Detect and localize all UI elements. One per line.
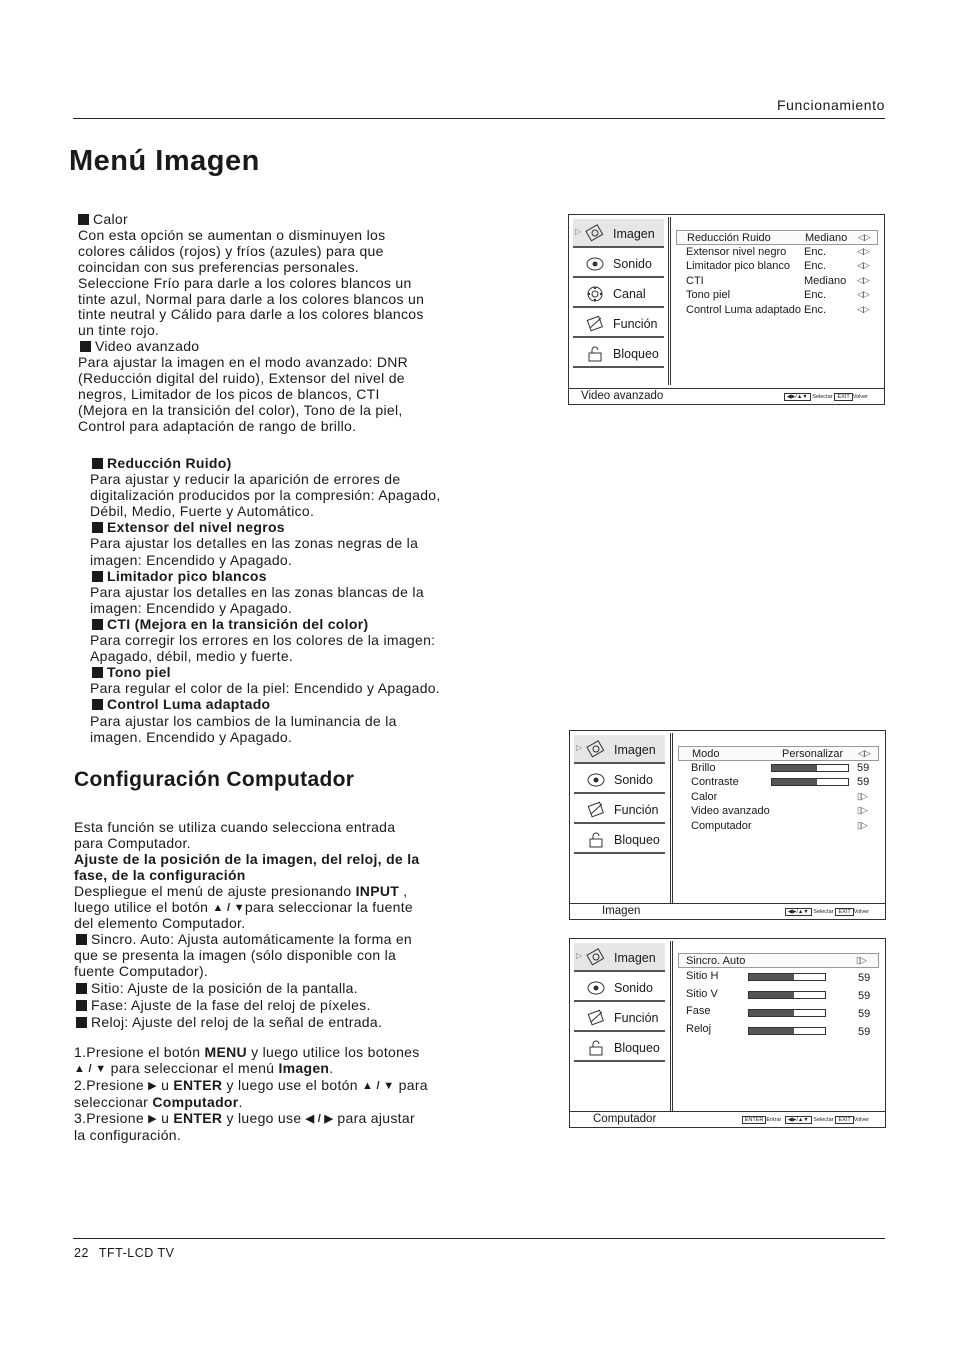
osd-row-fase[interactable]: Fase 59	[686, 1004, 871, 1020]
osd-nav-bloqueo[interactable]: Bloqueo	[574, 825, 665, 854]
sync-line: fuente Computador).	[74, 963, 209, 980]
left-right-arrows-icon: ◁▷	[857, 289, 869, 300]
function-icon	[586, 800, 606, 819]
step-line: ▲ / ▼ para seleccionar el menú Imagen.	[74, 1059, 334, 1076]
osd-sidebar	[573, 219, 664, 369]
computer-intro-line: Esta función se utiliza cuando selecciona entrada	[74, 819, 396, 835]
osd-video-avanzado	[568, 214, 885, 405]
calor-heading: Calor	[78, 212, 424, 228]
deploy-line: luego utilice el botón ▲ / ▼para seleccionar la fuente	[74, 898, 414, 915]
osd-hint: ◀▶/▲▼ Selectar EXIT Volver	[782, 393, 868, 401]
step-line: la configuración.	[74, 1126, 182, 1143]
adv-item-title: Control Luma adaptado	[90, 696, 441, 712]
osd-hint: ENTER Entrar ◀▶/▲▼ Selectar EXIT Volver	[740, 1116, 869, 1124]
bullet-line: Reloj: Ajuste del reloj de la señal de entrada.	[74, 1015, 419, 1031]
bullet-square-icon	[92, 699, 103, 710]
osd-row-reduccion-ruido[interactable]: Reducción Ruido Mediano ◁▷	[676, 230, 878, 245]
sync-line: que se presenta la imagen (sólo disponible con la	[74, 947, 397, 964]
adv-item-line: digitalización producidos por la compresión: Apagado,	[90, 487, 441, 504]
video-line: (Mejora en la transición del color), Tono de la piel,	[78, 401, 403, 418]
bullet-square-icon	[92, 458, 103, 469]
calor-line: un tinte rojo.	[78, 322, 160, 339]
osd-row-extensor[interactable]: Extensor nivel negro Enc. ◁▷	[686, 245, 869, 258]
pointer-arrow-icon: ▷	[576, 743, 583, 752]
osd-bottom-bar	[570, 903, 885, 919]
osd-row-video-avanzado[interactable]: Video avanzado ▯▷	[691, 805, 867, 818]
osd-rows	[676, 230, 878, 318]
header-rule	[73, 118, 885, 119]
step-line: seleccionar Computador.	[74, 1093, 243, 1110]
bullet-square-icon	[78, 214, 89, 225]
bullet-line: Fase: Ajuste de la fase del reloj de píxeles.	[74, 998, 419, 1014]
intro-block	[78, 212, 424, 435]
calor-line: Seleccione Frío para darle a los colores blancos un	[78, 274, 412, 291]
section-title: Configuración Computador	[74, 768, 355, 791]
adv-item-title: Extensor del nivel negros	[90, 519, 441, 535]
osd-row-contraste[interactable]: Contraste 59	[691, 776, 870, 789]
adv-item-line: Para ajustar y reducir la aparición de errores de	[90, 471, 401, 488]
osd-nav-imagen[interactable]: ▷ Imagen	[574, 943, 665, 972]
osd-nav-funcion[interactable]: Función	[573, 309, 664, 338]
bullet-square-icon	[92, 667, 103, 678]
osd-hint: ◀▶/▲▼ Selectar EXIT Volver	[783, 908, 869, 916]
page-title: Menú Imagen	[69, 145, 260, 177]
adv-item-line: Apagado, débil, medio y fuerte.	[90, 648, 294, 665]
osd-caption: Computador	[593, 1113, 657, 1125]
running-head: Funcionamiento	[776, 97, 885, 113]
deploy-line: del elemento Computador.	[74, 915, 246, 932]
adv-item-line: imagen: Encendido y Apagado.	[90, 551, 293, 568]
bullet-square-icon	[92, 619, 103, 630]
picture-icon	[586, 740, 606, 759]
product-name: TFT-LCD TV	[98, 1246, 175, 1260]
calor-line: tinte azul, Normal para darle a los colores blancos un	[78, 290, 425, 307]
calor-line: colores cálidos (rojos) y fríos (azules) para que	[78, 242, 384, 259]
adv-item-title: Limitador pico blancos	[90, 568, 441, 584]
osd-row-control-luma[interactable]: Control Luma adaptado Enc. ◁▷	[686, 303, 869, 316]
lock-icon	[585, 344, 605, 363]
adv-item-line: imagen. Encendido y Apagado.	[90, 728, 293, 745]
video-line: Control para adaptación de rango de brillo.	[78, 417, 357, 434]
osd-nav-imagen[interactable]: ▷ Imagen	[573, 219, 664, 248]
adv-item-title: CTI (Mejora en la transición del color)	[90, 616, 441, 632]
computer-bold-line: fase, de la configuración	[74, 866, 246, 883]
picture-icon	[585, 224, 605, 243]
step-line: 3.Presione ▶ u ENTER y luego use ◀ / ▶ para ajustar	[74, 1109, 415, 1126]
osd-sidebar	[574, 943, 665, 1063]
osd-computador	[569, 938, 886, 1128]
enter-submenu-icon: ▯▷	[857, 819, 867, 830]
deploy-line: Despliegue el menú de ajuste presionando INPUT ,	[74, 882, 408, 899]
slider-fill	[772, 765, 817, 771]
reloj-slider[interactable]	[748, 1027, 826, 1035]
adv-item-line: Para ajustar los cambios de la luminancia de la	[90, 712, 397, 729]
osd-caption: Video avanzado	[581, 390, 664, 402]
osd-caption: Imagen	[602, 905, 641, 917]
bullet-line: Sitio: Ajuste de la posición de la pantalla.	[74, 981, 419, 997]
left-right-arrows-icon: ◁▷	[857, 245, 869, 256]
sitio-v-slider[interactable]	[748, 991, 826, 999]
osd-sidebar	[574, 735, 665, 855]
brillo-slider[interactable]	[771, 764, 849, 772]
osd-nav-canal[interactable]: Canal	[573, 279, 664, 308]
sound-icon	[586, 978, 606, 997]
osd-rows	[678, 746, 879, 834]
enter-submenu-icon: ▯▷	[857, 790, 867, 801]
left-right-arrows-icon: ◁▷	[857, 260, 869, 271]
bullet-square-icon	[76, 983, 87, 994]
adv-item-line: imagen: Encendido y Apagado.	[90, 599, 293, 616]
adv-item-title: Tono piel	[90, 664, 441, 680]
osd-nav-bloqueo[interactable]: Bloqueo	[574, 1033, 665, 1062]
osd-bottom-bar	[570, 1111, 885, 1127]
left-right-arrows-icon: ◁▷	[858, 748, 870, 758]
video-heading: Video avanzado	[78, 339, 424, 355]
fase-slider[interactable]	[748, 1009, 826, 1017]
calor-line: tinte neutral y Cálido para darle a los colores blancos	[78, 306, 424, 323]
sound-icon	[585, 254, 605, 273]
sync-line: Sincro. Auto: Ajusta automáticamente la forma en	[74, 932, 419, 948]
enter-submenu-icon: ▯▷	[857, 805, 867, 816]
footer-rule	[73, 1238, 885, 1239]
sound-icon	[586, 770, 606, 789]
osd-row-sitio-v[interactable]: Sitio V 59	[686, 987, 871, 1002]
page-footer	[74, 1246, 175, 1260]
osd-nav-sonido[interactable]: Sonido	[574, 765, 665, 794]
left-right-arrows-icon: ◁▷	[857, 303, 869, 314]
osd-row-reloj[interactable]: Reloj 59	[686, 1022, 871, 1038]
video-line: negros, Limitador de los picos de blancos, CTI	[78, 385, 380, 402]
computer-intro-line: para Computador.	[74, 834, 191, 851]
bullet-square-icon	[92, 571, 103, 582]
contraste-slider[interactable]	[771, 778, 849, 786]
channel-icon	[585, 284, 605, 303]
osd-bottom-bar	[569, 388, 884, 404]
sitio-h-slider[interactable]	[748, 973, 826, 981]
osd-nav-funcion[interactable]: Función	[574, 795, 665, 824]
nav-arrows-key-icon: ◀▶/▲▼	[785, 908, 812, 916]
picture-icon	[586, 948, 606, 967]
adv-item-line: Débil, Medio, Fuerte y Automático.	[90, 503, 315, 520]
bullet-square-icon	[76, 1017, 87, 1028]
nav-arrows-key-icon: ◀▶/▲▼	[785, 1116, 812, 1124]
osd-divider	[670, 733, 673, 903]
osd-row-modo[interactable]: Modo Personalizar ◁▷	[678, 746, 879, 761]
osd-imagen	[569, 730, 886, 920]
computer-block	[74, 820, 419, 1031]
steps-block	[74, 1045, 428, 1143]
video-line: Para ajustar la imagen en el modo avanzado: DNR	[78, 354, 409, 371]
slider-fill	[772, 779, 817, 785]
bullet-square-icon	[76, 934, 87, 945]
enter-submenu-icon: ▯▷	[856, 955, 866, 965]
left-right-arrows-icon: ◁▷	[858, 232, 870, 242]
osd-divider	[668, 217, 671, 385]
osd-row-brillo[interactable]: Brillo 59	[691, 761, 870, 774]
slider-fill	[749, 1010, 794, 1016]
osd-rows	[678, 953, 879, 1040]
osd-row-sitio-h[interactable]: Sitio H 59	[686, 969, 871, 984]
osd-row-sincro-auto[interactable]: Sincro. Auto ▯▷	[678, 953, 879, 968]
adv-item-line: Para corregir los errores en los colores de la imagen:	[90, 632, 436, 649]
osd-row-limitador[interactable]: Limitador pico blanco Enc. ◁▷	[686, 260, 869, 273]
adv-item-line: Para ajustar los detalles en las zonas blancas de la	[90, 583, 424, 600]
page-number: 22	[74, 1246, 89, 1260]
calor-line: Con esta opción se aumentan o disminuyen los	[78, 226, 386, 243]
pointer-arrow-icon: ▷	[576, 951, 583, 960]
bullet-square-icon	[76, 1000, 87, 1011]
osd-divider	[670, 941, 673, 1111]
osd-row-cti[interactable]: CTI Mediano ◁▷	[686, 274, 869, 287]
slider-fill	[749, 992, 794, 998]
slider-fill	[749, 1028, 794, 1034]
step-line: 1.Presione el botón MENU y luego utilice los botones	[74, 1044, 420, 1060]
nav-arrows-key-icon: ◀▶/▲▼	[784, 393, 811, 401]
left-right-arrows-icon: ◁▷	[857, 274, 869, 285]
video-line: (Reducción digital del ruido), Extensor del nivel de	[78, 370, 405, 387]
bullet-square-icon	[80, 341, 91, 352]
slider-fill	[749, 974, 794, 980]
step-line: 2.Presione ▶ u ENTER y luego use el botón ▲ / ▼ para	[74, 1076, 428, 1093]
function-icon	[586, 1008, 606, 1027]
osd-row-tono-piel[interactable]: Tono piel Enc. ◁▷	[686, 289, 869, 302]
advanced-items	[90, 455, 441, 745]
lock-icon	[586, 830, 606, 849]
bullet-square-icon	[92, 522, 103, 533]
adv-item-title: Reducción Ruido)	[90, 455, 441, 471]
adv-item-line: Para ajustar los detalles en las zonas negras de la	[90, 535, 419, 552]
osd-row-calor[interactable]: Calor ▯▷	[691, 790, 867, 803]
computer-bold-line: Ajuste de la posición de la imagen, del reloj, de la	[74, 850, 420, 867]
osd-row-computador[interactable]: Computador ▯▷	[691, 819, 867, 832]
lock-icon	[586, 1038, 606, 1057]
osd-nav-sonido[interactable]: Sonido	[573, 249, 664, 278]
osd-nav-funcion[interactable]: Función	[574, 1003, 665, 1032]
osd-nav-bloqueo[interactable]: Bloqueo	[573, 339, 664, 368]
osd-nav-sonido[interactable]: Sonido	[574, 973, 665, 1002]
calor-line: coincidan con sus preferencias personales.	[78, 258, 360, 275]
function-icon	[585, 314, 605, 333]
adv-item-line: Para regular el color de la piel: Encendido y Apagado.	[90, 680, 441, 697]
pointer-arrow-icon: ▷	[575, 227, 582, 236]
osd-nav-imagen[interactable]: ▷ Imagen	[574, 735, 665, 764]
